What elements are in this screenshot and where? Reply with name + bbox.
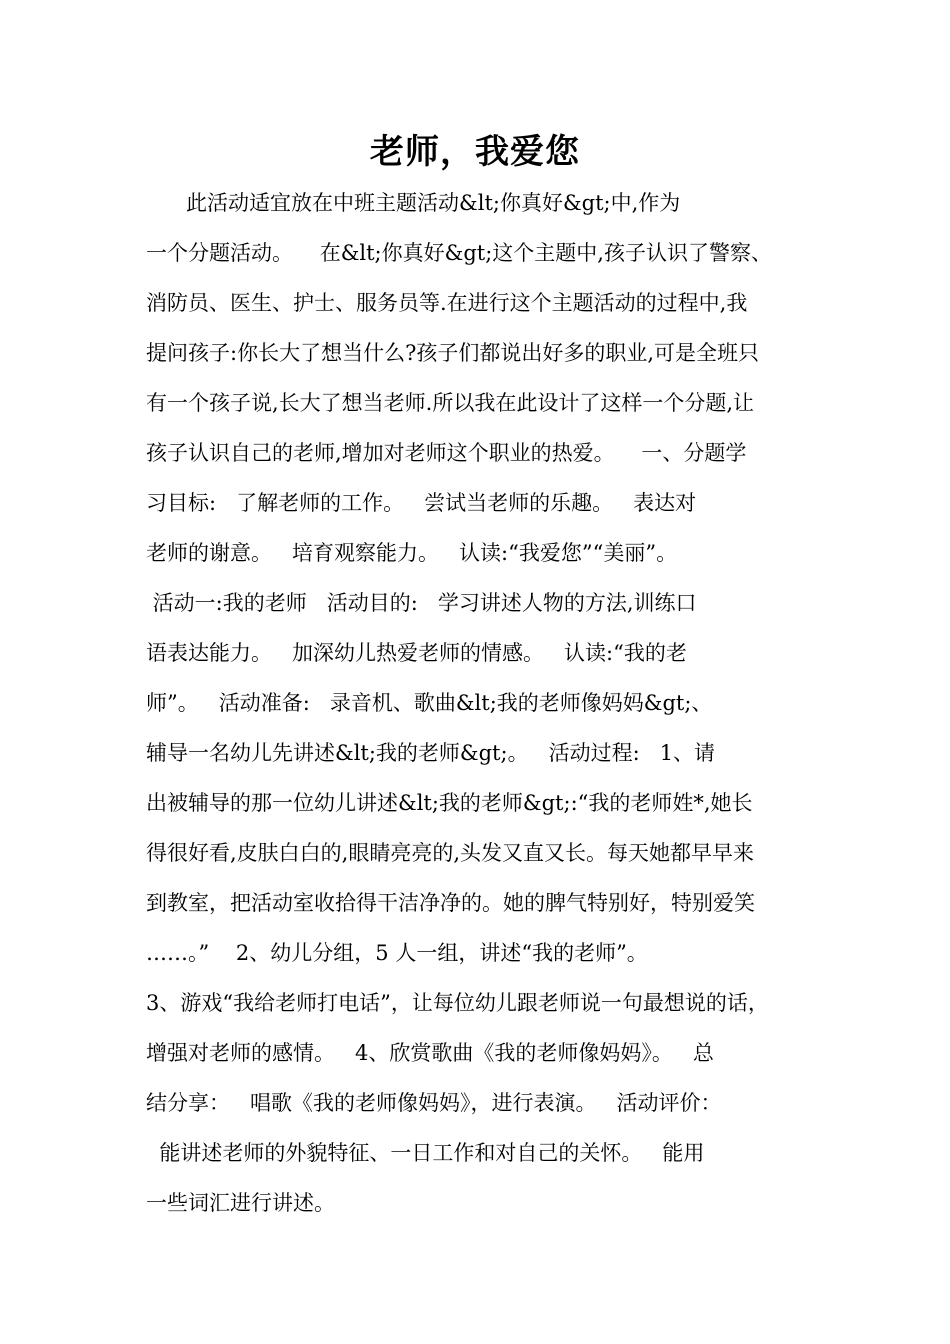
body-line: 师”。 活动准备: 录音机、歌曲&lt;我的老师像妈妈&gt;、 xyxy=(146,691,713,715)
body-line: 到教室，把活动室收拾得干洁净净的。她的脾气特别好，特别爱笑 xyxy=(146,891,755,915)
body-line: 有一个孩子说,长大了想当老师.所以我在此设计了这样一个分题,让 xyxy=(146,391,755,415)
body-line: 此活动适宜放在中班主题活动&lt;你真好&gt;中,作为 xyxy=(146,191,681,215)
body-line: 增强对老师的感情。 4、欣赏歌曲《我的老师像妈妈》。 总 xyxy=(146,1041,714,1065)
body-line: 消防员、医生、护士、服务员等.在进行这个主题活动的过程中,我 xyxy=(146,291,748,315)
body-line: 结分享： 唱歌《我的老师像妈妈》，进行表演。 活动评价： xyxy=(146,1091,722,1115)
body-line: 活动一:我的老师 活动目的: 学习讲述人物的方法,训练口 xyxy=(146,591,697,615)
body-line: 能讲述老师的外貌特征、一日工作和对自己的关怀。 能用 xyxy=(146,1141,705,1165)
body-line: 一个分题活动。 在&lt;你真好&gt;这个主题中,孩子认识了警察、 xyxy=(146,241,772,265)
body-line: 孩子认识自己的老师,增加对老师这个职业的热爱。 一、分题学 xyxy=(146,441,747,465)
body-line: 习目标: 了解老师的工作。 尝试当老师的乐趣。 表达对 xyxy=(146,491,697,515)
body-line: 一些词汇进行讲述。 xyxy=(146,1191,335,1215)
body-line: 老师的谢意。 培育观察能力。 认读:“我爱您”“美丽”。 xyxy=(146,541,678,565)
body-line: 辅导一名幼儿先讲述&lt;我的老师&gt;。 活动过程: 1、请 xyxy=(146,741,716,765)
body-line: 出被辅导的那一位幼儿讲述&lt;我的老师&gt;:“我的老师姓*,她长 xyxy=(146,791,753,815)
body-line: ……。” 2、幼儿分组，5 人一组，讲述“我的老师”。 xyxy=(146,941,648,965)
body-line: 得很好看,皮肤白白的,眼睛亮亮的,头发又直又长。每天她都早早来 xyxy=(146,841,755,865)
body-line: 提问孩子:你长大了想当什么?孩子们都说出好多的职业,可是全班只 xyxy=(146,341,760,365)
document-title: 老师，我爱您 xyxy=(370,132,580,172)
document-body xyxy=(146,178,826,1228)
body-line: 3、游戏“我给老师打电话”，让每位幼儿跟老师说一句最想说的话， xyxy=(146,991,769,1015)
body-line: 语表达能力。 加深幼儿热爱老师的情感。 认读:“我的老 xyxy=(146,641,687,665)
